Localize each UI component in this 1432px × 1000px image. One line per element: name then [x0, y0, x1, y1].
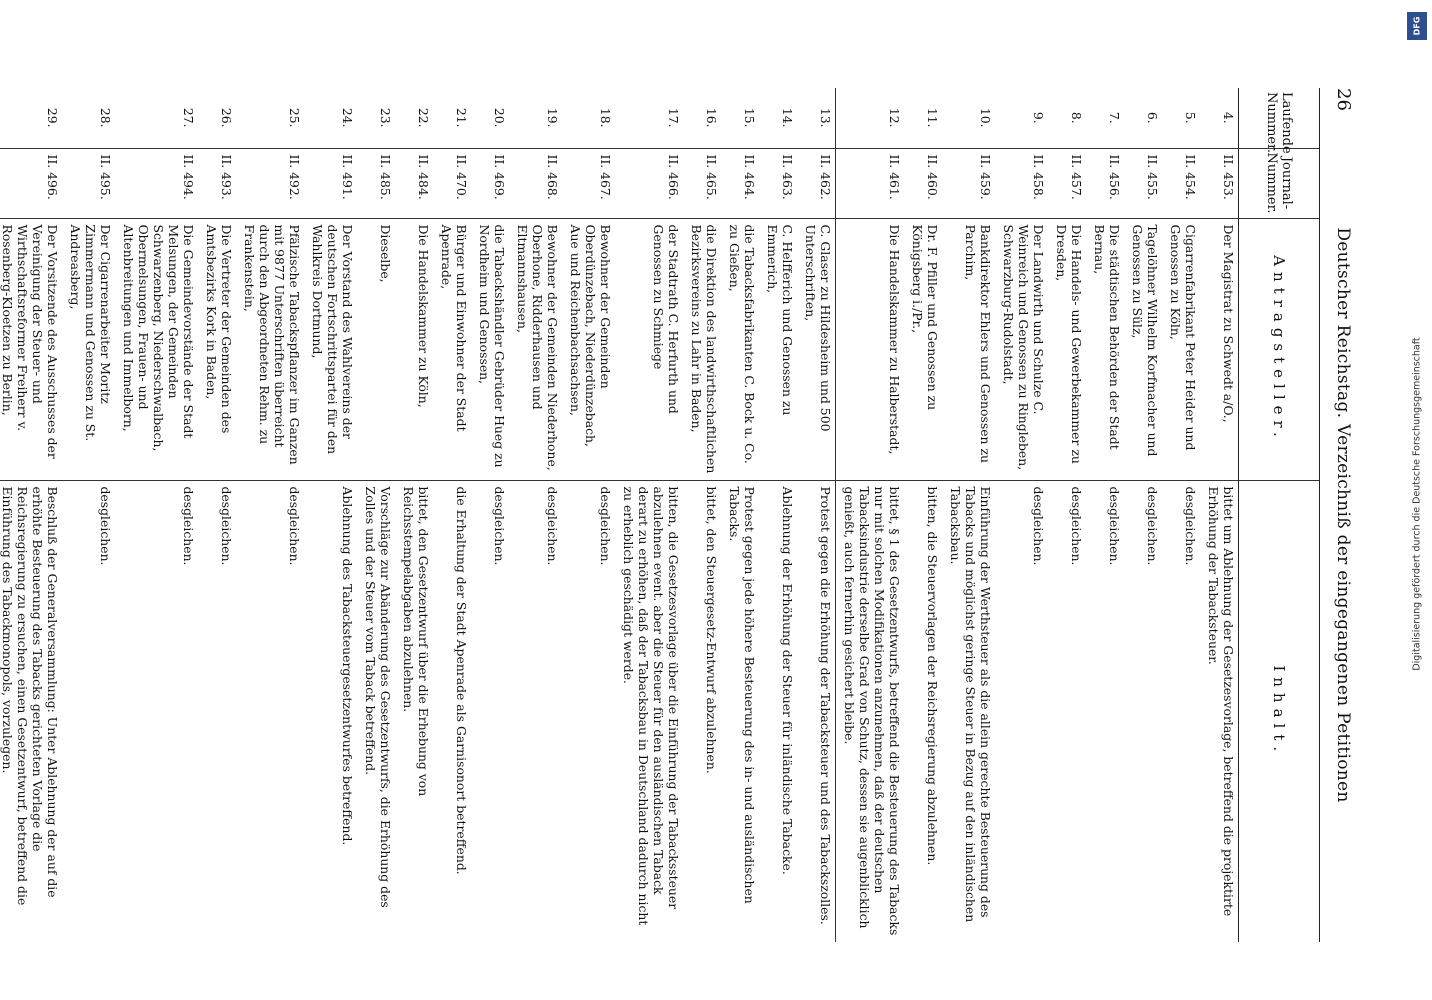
inhalt-cell: bitten, die Gesetzesvorlage über die Einführung der Tabackssteuer abzulehnen event. aber die Steuer für den ausländischen Taback derart zu erhöhen, daß der Tabacksbau in Deutschland dadurch nicht zu erheblich geschädigt werde.: [615, 480, 683, 942]
antragsteller-cell: Bewohner der Gemeinden Niederhone, Oberhone, Ridderhausen und Eltmannshausen,: [509, 218, 562, 480]
laufende-nummer-cell: 6.: [1145, 111, 1160, 124]
dfg-logo-text: DFG: [1412, 16, 1422, 36]
journal-nummer-cell: II. 463.: [759, 148, 797, 218]
journal-nummer-cell: II. 467.: [562, 148, 615, 218]
inhalt-cell: Einführung der Werthsteuer als die allein gerechte Besteuerung des Tabacks und möglichst geringe Steuer in Bezug auf den inländischen Tabacksbau.: [942, 480, 995, 942]
antragsteller-cell: die Direktion des landwirthschaftlichen Bezirksvereins zu Lahr in Baden,: [683, 218, 721, 480]
journal-nummer-cell: II. 492.: [236, 148, 304, 218]
inhalt-cell: die Erhaltung der Stadt Apenrade als Garnisonort betreffend.: [433, 480, 471, 942]
journal-nummer-cell: II. 491.: [304, 148, 357, 218]
antragsteller-cell: die Tabackshändler Gebrüder Hueg zu Nordheim und Genossen,: [471, 218, 509, 480]
table-row: [1086, 88, 1124, 942]
table-row: [395, 88, 433, 942]
inhalt-cell: bitten, die Steuervorlagen der Reichsregierung abzulehnen.: [904, 480, 942, 942]
journal-nummer-cell: II. 485.: [357, 148, 395, 218]
antragsteller-cell: Die Handelskammer zu Köln,: [395, 218, 433, 480]
laufende-nummer-cell: 21.: [454, 107, 469, 128]
table-row: [836, 88, 905, 942]
journal-nummer-cell: II. 456.: [1086, 148, 1124, 218]
inhalt-cell: desgleichen.: [1086, 480, 1124, 942]
laufende-nummer-cell: 12.: [887, 107, 902, 128]
table-row: [721, 88, 759, 942]
journal-nummer-cell: II. 470.: [433, 148, 471, 218]
inhalt-cell: Vorschläge zur Abänderung des Gesetzentwurfs, die Erhöhung des Zolles und der Steuer vom Taback betreffend.: [357, 480, 395, 942]
laufende-nummer-cell: 4.: [1200, 88, 1239, 148]
page-number: 26: [1333, 88, 1354, 111]
laufende-nummer-cell: 23.: [378, 107, 393, 128]
antragsteller-cell: Der Cigarrenarbeiter Moritz Zimmermann und Genossen zu St. Andreasberg,: [62, 218, 115, 480]
inhalt-cell: bittet, den Steuergesetz-Entwurf abzulehnen.: [683, 480, 721, 942]
journal-nummer-cell: II. 468.: [509, 148, 562, 218]
table-row: [115, 88, 198, 942]
antragsteller-cell: Bankdirektor Ehlers und Genossen zu Parchim,: [942, 218, 995, 480]
antragsteller-cell: Tagelöhner Wilhelm Korfmacher und Genossen zu Sülz,: [1124, 218, 1162, 480]
table-row: [562, 88, 615, 942]
dfg-logo: [1407, 12, 1427, 40]
journal-nummer-cell: II. 454.: [1162, 148, 1200, 218]
inhalt-cell: bittet um Ablehnung der Gesetzesvorlage, betreffend die projektirte Erhöhung der Tabacksteuer.: [1200, 480, 1239, 942]
antragsteller-cell: der Stadtrath C. Herfurth und Genossen zu Schmiege: [615, 218, 683, 480]
table-row: [1048, 88, 1086, 942]
laufende-nummer-cell: 29.: [45, 107, 60, 128]
table-row: [198, 88, 236, 942]
digitization-note: [1404, 8, 1430, 1000]
laufende-nummer-cell: 25.: [287, 107, 302, 128]
header-laufende-nummer: Laufende Nummer.: [1239, 88, 1320, 148]
journal-nummer-cell: II. 459.: [942, 148, 995, 218]
antragsteller-cell: Bewohner der Gemeinden Oberdünzebach, Niederdünzebach, Aue und Reichenbachsachsen,: [562, 218, 615, 480]
inhalt-cell: bittet, den Gesetzentwurf über die Erhebung von Reichsstempelabgaben abzulehnen.: [395, 480, 433, 942]
antragsteller-cell: Die Handels- und Gewerbekammer zu Dresden,: [1048, 218, 1086, 480]
antragsteller-cell: C. Glaser zu Hildesheim und 500 Unterschriften,: [797, 218, 836, 480]
antragsteller-cell: Die städtischen Behörden der Stadt Bernau,: [1086, 218, 1124, 480]
petition-table: [0, 88, 1320, 942]
antragsteller-cell: Die Gemeindevorstände der Stadt Melsungen, der Gemeinden Schwarzenberg, Niederschwalbach, Obermelsungen, Frauen- und Altenbreitungen und Immelborn,: [115, 218, 198, 480]
journal-nummer-cell: II. 458.: [995, 148, 1048, 218]
table-row: [1162, 88, 1200, 942]
table-row: [357, 88, 395, 942]
antragsteller-cell: Bürger und Einwohner der Stadt Apenrade,: [433, 218, 471, 480]
laufende-nummer-cell: 20.: [492, 107, 507, 128]
journal-nummer-cell: II. 457.: [1048, 148, 1086, 218]
table-row: [683, 88, 721, 942]
laufende-nummer-cell: 19.: [545, 107, 560, 128]
laufende-nummer-cell: 15.: [742, 107, 757, 128]
digitization-note-text: Digitalisierung gefördert durch die Deutsche Forschungsgemeinschaft: [1411, 337, 1423, 671]
table-header-row: [1239, 88, 1320, 942]
journal-nummer-cell: II. 466.: [615, 148, 683, 218]
inhalt-cell: desgleichen.: [1124, 480, 1162, 942]
table-row: [509, 88, 562, 942]
header-journal-nummer: Journal-Nummer.: [1239, 148, 1320, 218]
inhalt-cell: desgleichen.: [236, 480, 304, 942]
laufende-nummer-cell: 26.: [219, 107, 234, 128]
laufende-nummer-cell: 7.: [1107, 111, 1122, 124]
antragsteller-cell: Der Landwirth und Schulze C. Weinreich und Genossen zu Ringleben, Schwarzburg-Rudolstadt,: [995, 218, 1048, 480]
table-row: [433, 88, 471, 942]
antragsteller-cell: Der Vorsitzende des Ausschusses der Vereinigung der Steuer- und Wirthschaftsreformer Freiherr v. Rosenberg-Kloetzen zu Berlin,: [0, 218, 62, 480]
laufende-nummer-cell: 10.: [978, 107, 993, 128]
table-row: [0, 88, 62, 942]
inhalt-cell: desgleichen.: [509, 480, 562, 942]
antragsteller-cell: Dieselbe,: [357, 218, 395, 480]
header-inhalt: Inhalt.: [1239, 480, 1320, 942]
table-row: [236, 88, 304, 942]
journal-nummer-cell: II. 455.: [1124, 148, 1162, 218]
journal-nummer-cell: II. 469.: [471, 148, 509, 218]
inhalt-cell: desgleichen.: [995, 480, 1048, 942]
journal-nummer-cell: II. 493.: [198, 148, 236, 218]
journal-nummer-cell: II. 464.: [721, 148, 759, 218]
journal-nummer-cell: II. 460.: [904, 148, 942, 218]
table-row: [615, 88, 683, 942]
laufende-nummer-cell: 14.: [780, 107, 795, 128]
journal-nummer-cell: II. 494.: [115, 148, 198, 218]
table-row: [1124, 88, 1162, 942]
table-row: [471, 88, 509, 942]
journal-nummer-cell: II. 462.: [797, 148, 836, 218]
laufende-nummer-cell: 16.: [704, 107, 719, 128]
antragsteller-cell: C. Helfferich und Genossen zu Emmerich,: [759, 218, 797, 480]
journal-nummer-cell: II. 496.: [0, 148, 62, 218]
journal-nummer-cell: II. 465.: [683, 148, 721, 218]
journal-nummer-cell: II. 461.: [836, 148, 905, 218]
page-header: [1328, 88, 1358, 942]
inhalt-cell: desgleichen.: [62, 480, 115, 942]
antragsteller-cell: Pfälzische Tabackspflanzer im Ganzen mit 9877 Unterschriften überreicht durch den Abgeordneten Rehm. zu Frankenstein,: [236, 218, 304, 480]
laufende-nummer-cell: 18.: [598, 107, 613, 128]
header-antragsteller: Antragsteller.: [1239, 218, 1320, 480]
inhalt-cell: desgleichen.: [1162, 480, 1200, 942]
table-row: [1200, 88, 1239, 942]
antragsteller-cell: Die Handelskammer zu Halberstadt,: [836, 218, 905, 480]
antragsteller-cell: Der Vorstand des Wahlvereins der deutschen Fortschrittspartei für den Wahlkreis Dortmund,: [304, 218, 357, 480]
laufende-nummer-cell: 5.: [1183, 111, 1198, 124]
journal-nummer-cell: II. 495.: [62, 148, 115, 218]
laufende-nummer-cell: 28.: [98, 107, 113, 128]
laufende-nummer-cell: 24.: [340, 107, 355, 128]
antragsteller-cell: die Tabacksfabrikanten C. Bock u. Co. zu Gießen,: [721, 218, 759, 480]
table-row: [995, 88, 1048, 942]
journal-nummer-cell: II. 453.: [1200, 148, 1239, 218]
inhalt-cell: desgleichen.: [115, 480, 198, 942]
inhalt-cell: desgleichen.: [562, 480, 615, 942]
antragsteller-cell: Dr. F. Pfiller und Genossen zu Königsberg i./Pr.,: [904, 218, 942, 480]
journal-nummer-cell: II. 484.: [395, 148, 433, 218]
running-title: Deutscher Reichstag. Verzeichniß der eingegangenen Petitionen: [1333, 227, 1353, 803]
table-row: [304, 88, 357, 942]
laufende-nummer-cell: 17.: [666, 107, 681, 128]
inhalt-cell: Protest gegen jede höhere Besteuerung des in- und ausländischen Tabacks.: [721, 480, 759, 942]
table-row: [942, 88, 995, 942]
inhalt-cell: Protest gegen die Erhöhung der Tabacksteuer und des Tabackszolles.: [797, 480, 836, 942]
laufende-nummer-cell: 8.: [1069, 111, 1084, 124]
inhalt-cell: Ablehnung der Erhöhung der Steuer für inländische Tabacke.: [759, 480, 797, 942]
inhalt-cell: bittet, § 1 des Gesetzentwurfs, betreffend die Besteuerung des Tabacks nur mit solchen Modifikationen anzunehmen, daß der deutschen Tabacksindustrie derselbe Grad von Schutz, dessen sie augenblicklich genießt, auch fernerhin gesichert bleibe.: [836, 480, 905, 942]
inhalt-cell: Ablehnung des Tabacksteuergesetzentwurfes betreffend.: [304, 480, 357, 942]
table-row: [759, 88, 797, 942]
laufende-nummer-cell: 13.: [797, 88, 836, 148]
inhalt-cell: Beschluß der Generalversammlung: Unter Ablehnung der auf die erhöhte Besteuerung des Tabacks gerichteten Vorlage die Reichsregierung zu ersuchen, einen Gesetzentwurf, betreffend die Einführung des Tabackmonopols, vorzulegen.: [0, 480, 62, 942]
laufende-nummer-cell: 11.: [925, 107, 940, 128]
petition-rows: [0, 88, 1239, 942]
table-row: [62, 88, 115, 942]
inhalt-cell: desgleichen.: [1048, 480, 1086, 942]
antragsteller-cell: Der Magistrat zu Schwedt a/O.,: [1200, 218, 1239, 480]
table-row: [904, 88, 942, 942]
antragsteller-cell: Die Vertreter der Gemeinden des Amtsbezirks Kork in Baden,: [198, 218, 236, 480]
laufende-nummer-cell: 22.: [416, 107, 431, 128]
inhalt-cell: desgleichen.: [198, 480, 236, 942]
table-row: [797, 88, 836, 942]
laufende-nummer-cell: 9.: [1031, 111, 1046, 124]
inhalt-cell: desgleichen.: [471, 480, 509, 942]
antragsteller-cell: Cigarrenfabrikant Peter Heider und Genossen zu Köln,: [1162, 218, 1200, 480]
laufende-nummer-cell: 27.: [181, 107, 196, 128]
